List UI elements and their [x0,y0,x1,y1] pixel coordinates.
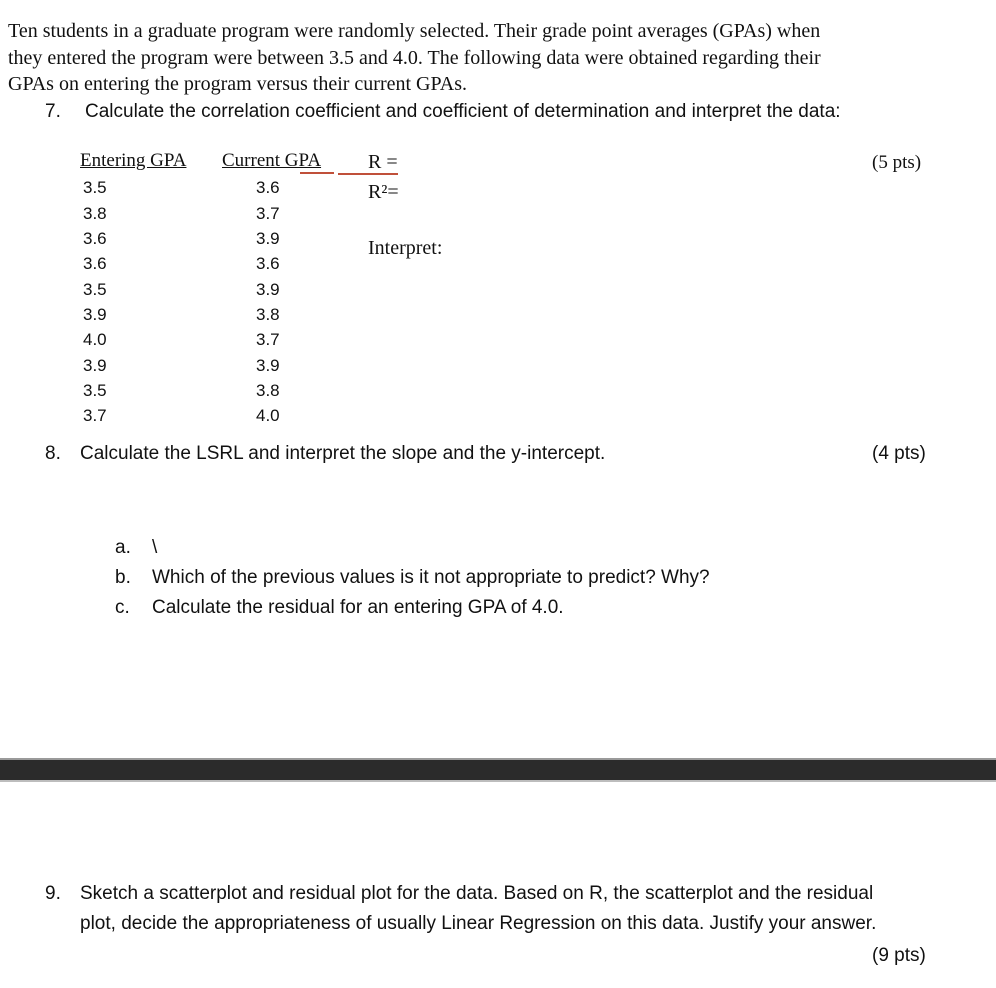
intro-line-1: Ten students in a graduate program were randomly selected. Their grade point averages (GPAs) when [8,20,821,42]
r-label: R = [368,151,398,173]
entering-cell: 3.6 [83,254,107,273]
current-cell: 3.9 [256,229,280,248]
header-current-gpa: Current GPA [222,150,322,171]
current-cell: 3.8 [256,381,280,400]
q9-points: (9 pts) [872,945,926,966]
r-squared-label: R²= [368,181,399,203]
interpret-label: Interpret: [368,237,443,259]
page-break-band [0,758,996,782]
current-cell: 4.0 [256,406,280,425]
current-cell: 3.9 [256,280,280,299]
q8-part-c-text: Calculate the residual for an entering GPA of 4.0. [152,597,564,618]
intro-line-2: they entered the program were between 3.5 and 4.0. The following data were obtained regarding their [8,47,821,69]
entering-cell: 3.5 [83,280,107,299]
q9-number: 9. [45,883,61,904]
current-cell: 3.7 [256,330,280,349]
entering-cell: 3.8 [83,204,107,223]
q9-line-1: Sketch a scatterplot and residual plot for the data. Based on R, the scatterplot and the residual [80,883,874,904]
header-underline-accent-2 [300,172,334,174]
current-cell: 3.6 [256,254,280,273]
entering-cell: 4.0 [83,330,107,349]
entering-cell: 3.7 [83,406,107,425]
q7-points: (5 pts) [872,152,922,173]
q8-points: (4 pts) [872,443,926,464]
q9-line-2: plot, decide the appropriateness of usually Linear Regression on this data. Justify your answer. [80,913,877,934]
q8-part-c-letter: c. [115,597,130,618]
intro-line-3: GPAs on entering the program versus their current GPAs. [8,73,468,95]
q8-text: Calculate the LSRL and interpret the slope and the y-intercept. [80,443,606,464]
header-entering-gpa: Entering GPA [80,150,187,171]
q8-part-b-letter: b. [115,567,131,588]
entering-cell: 3.6 [83,229,107,248]
entering-cell: 3.9 [83,305,107,324]
q7-number: 7. [45,101,61,122]
q8-number: 8. [45,443,61,464]
current-cell: 3.7 [256,204,280,223]
entering-cell: 3.5 [83,178,107,197]
current-cell: 3.8 [256,305,280,324]
current-cell: 3.6 [256,178,280,197]
current-cell: 3.9 [256,356,280,375]
q7-text: Calculate the correlation coefficient and coefficient of determination and interpret the data: [85,101,841,122]
q8-part-a-text: \ [152,537,158,558]
q8-part-a-letter: a. [115,537,131,558]
entering-cell: 3.9 [83,356,107,375]
entering-cell: 3.5 [83,381,107,400]
q8-part-b-text: Which of the previous values is it not appropriate to predict? Why? [152,567,710,588]
